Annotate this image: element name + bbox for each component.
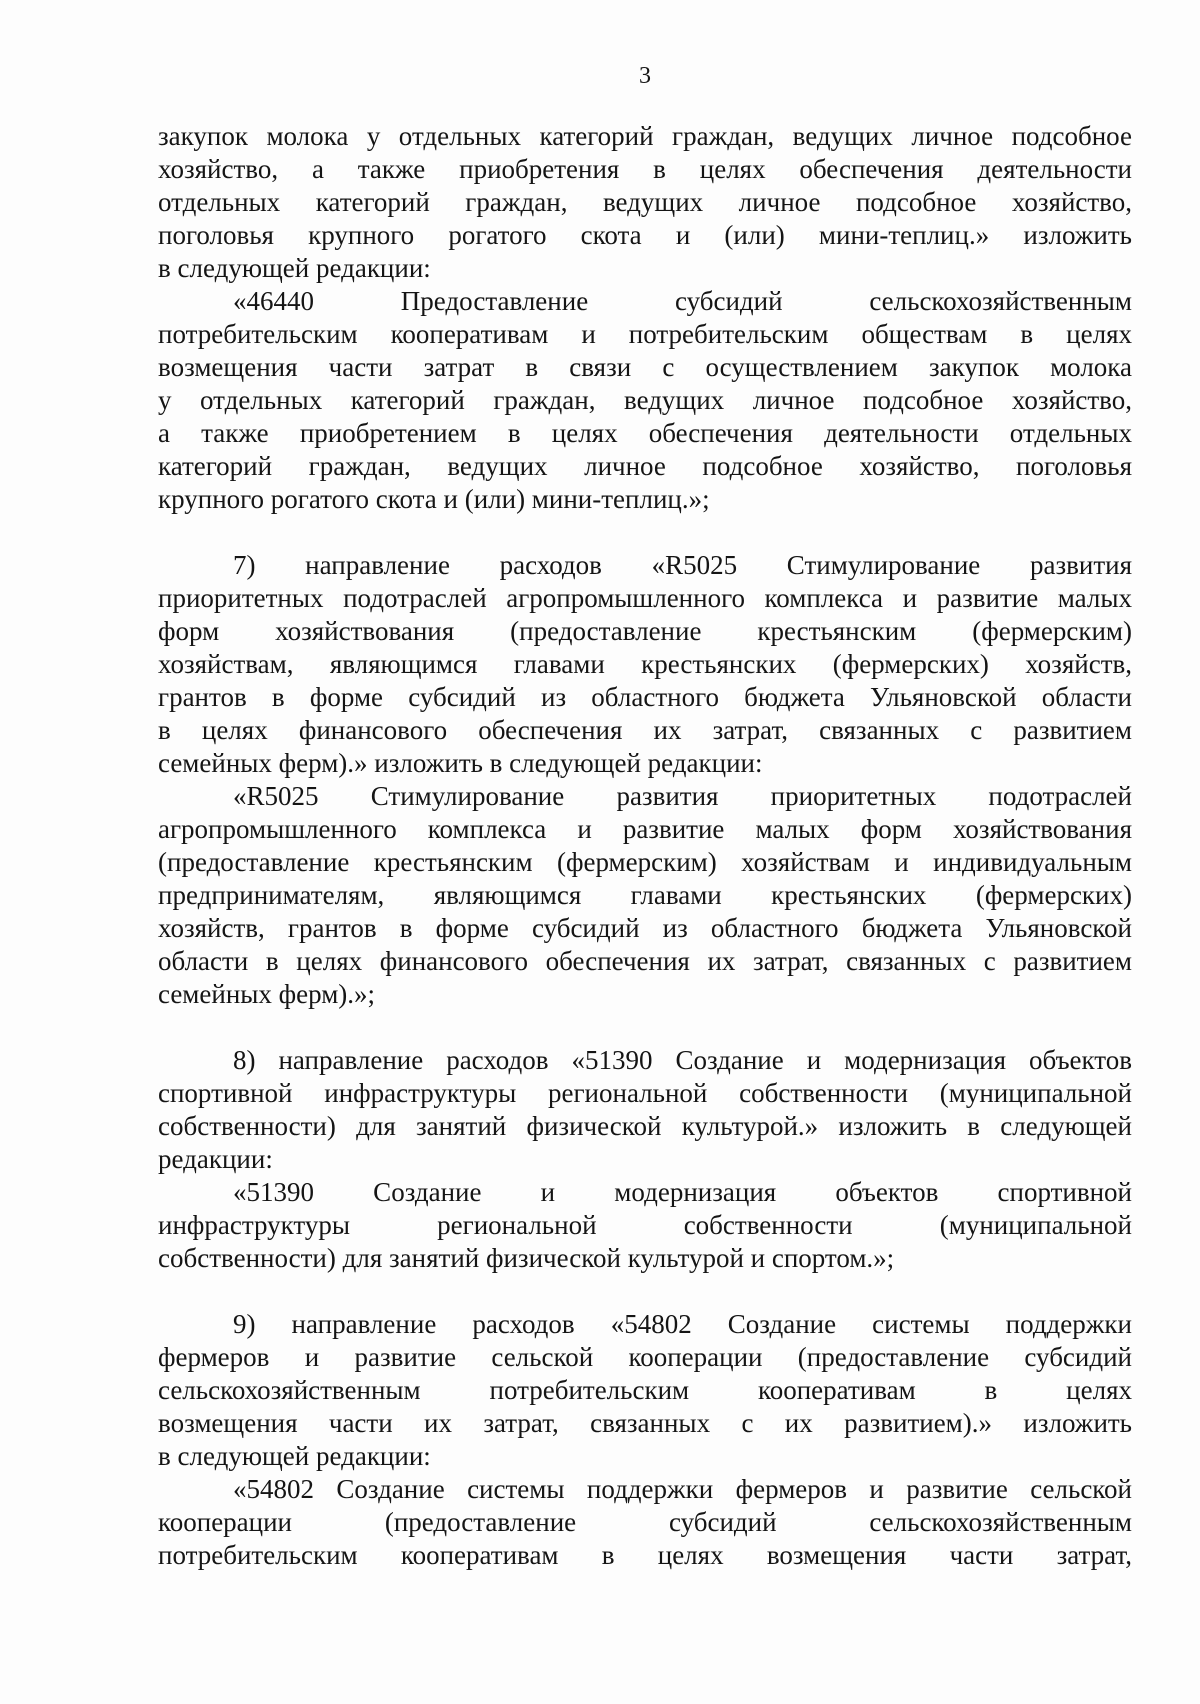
text-line: потребительским кооперативам и потребительским обществам в целях xyxy=(158,319,1132,349)
text-line: у отдельных категорий граждан, ведущих личное подсобное хозяйство, xyxy=(158,385,1132,415)
text-line: закупок молока у отдельных категорий граждан, ведущих личное подсобное xyxy=(158,121,1132,151)
text-line: «R5025 Стимулирование развития приоритетных подотраслей xyxy=(233,781,1132,811)
text-line: категорий граждан, ведущих личное подсобное хозяйство, поголовья xyxy=(158,451,1132,481)
text-line: возмещения части их затрат, связанных с их развитием).» изложить xyxy=(158,1408,1132,1438)
text-line: семейных ферм).»; xyxy=(158,979,376,1009)
text-line: потребительским кооперативам в целях возмещения части затрат, xyxy=(158,1540,1132,1570)
text-line: «54802 Создание системы поддержки фермеров и развитие сельской xyxy=(233,1474,1132,1504)
text-line: агропромышленного комплекса и развитие малых форм хозяйствования xyxy=(158,814,1132,844)
text-line: сельскохозяйственным потребительским кооперативам в целях xyxy=(158,1375,1132,1405)
text-line: 7) направление расходов «R5025 Стимулирование развития xyxy=(233,550,1132,580)
page-number: 3 xyxy=(639,63,651,89)
text-line: кооперации (предоставление субсидий сельскохозяйственным xyxy=(158,1507,1132,1537)
text-line: в следующей редакции: xyxy=(158,253,431,283)
text-line: семейных ферм).» изложить в следующей редакции: xyxy=(158,748,763,778)
text-line: предпринимателям, являющимся главами крестьянских (фермерских) xyxy=(158,880,1132,910)
text-line: редакции: xyxy=(158,1144,273,1174)
text-line: (предоставление крестьянским (фермерским) хозяйствам и индивидуальным xyxy=(158,847,1132,877)
text-line: инфраструктуры региональной собственности (муниципальной xyxy=(158,1210,1132,1240)
text-line: форм хозяйствования (предоставление крестьянским (фермерским) xyxy=(158,616,1132,646)
text-line: крупного рогатого скота и (или) мини-теплиц.»; xyxy=(158,484,710,514)
text-line: хозяйствам, являющимся главами крестьянских (фермерских) хозяйств, xyxy=(158,649,1132,679)
text-line: возмещения части затрат в связи с осуществлением закупок молока xyxy=(158,352,1132,382)
text-line: приоритетных подотраслей агропромышленного комплекса и развитие малых xyxy=(158,583,1132,613)
text-line: «46440 Предоставление субсидий сельскохозяйственным xyxy=(233,286,1132,316)
text-line: собственности) для занятий физической культурой.» изложить в следующей xyxy=(158,1111,1132,1141)
text-line: в целях финансового обеспечения их затрат, связанных с развитием xyxy=(158,715,1132,745)
text-line: фермеров и развитие сельской кооперации (предоставление субсидий xyxy=(158,1342,1132,1372)
text-line: собственности) для занятий физической культурой и спортом.»; xyxy=(158,1243,895,1273)
text-line: 9) направление расходов «54802 Создание системы поддержки xyxy=(233,1309,1132,1339)
text-line: а также приобретением в целях обеспечения деятельности отдельных xyxy=(158,418,1132,448)
text-line: отдельных категорий граждан, ведущих личное подсобное хозяйство, xyxy=(158,187,1132,217)
text-line: 8) направление расходов «51390 Создание и модернизация объектов xyxy=(233,1045,1132,1075)
text-line: хозяйств, грантов в форме субсидий из областного бюджета Ульяновской xyxy=(158,913,1132,943)
text-line: «51390 Создание и модернизация объектов спортивной xyxy=(233,1177,1132,1207)
text-line: в следующей редакции: xyxy=(158,1441,431,1471)
text-line: грантов в форме субсидий из областного бюджета Ульяновской области xyxy=(158,682,1132,712)
text-line: спортивной инфраструктуры региональной собственности (муниципальной xyxy=(158,1078,1132,1108)
text-line: хозяйство, а также приобретения в целях обеспечения деятельности xyxy=(158,154,1132,184)
text-line: области в целях финансового обеспечения их затрат, связанных с развитием xyxy=(158,946,1132,976)
text-line: поголовья крупного рогатого скота и (или) мини-теплиц.» изложить xyxy=(158,220,1132,250)
